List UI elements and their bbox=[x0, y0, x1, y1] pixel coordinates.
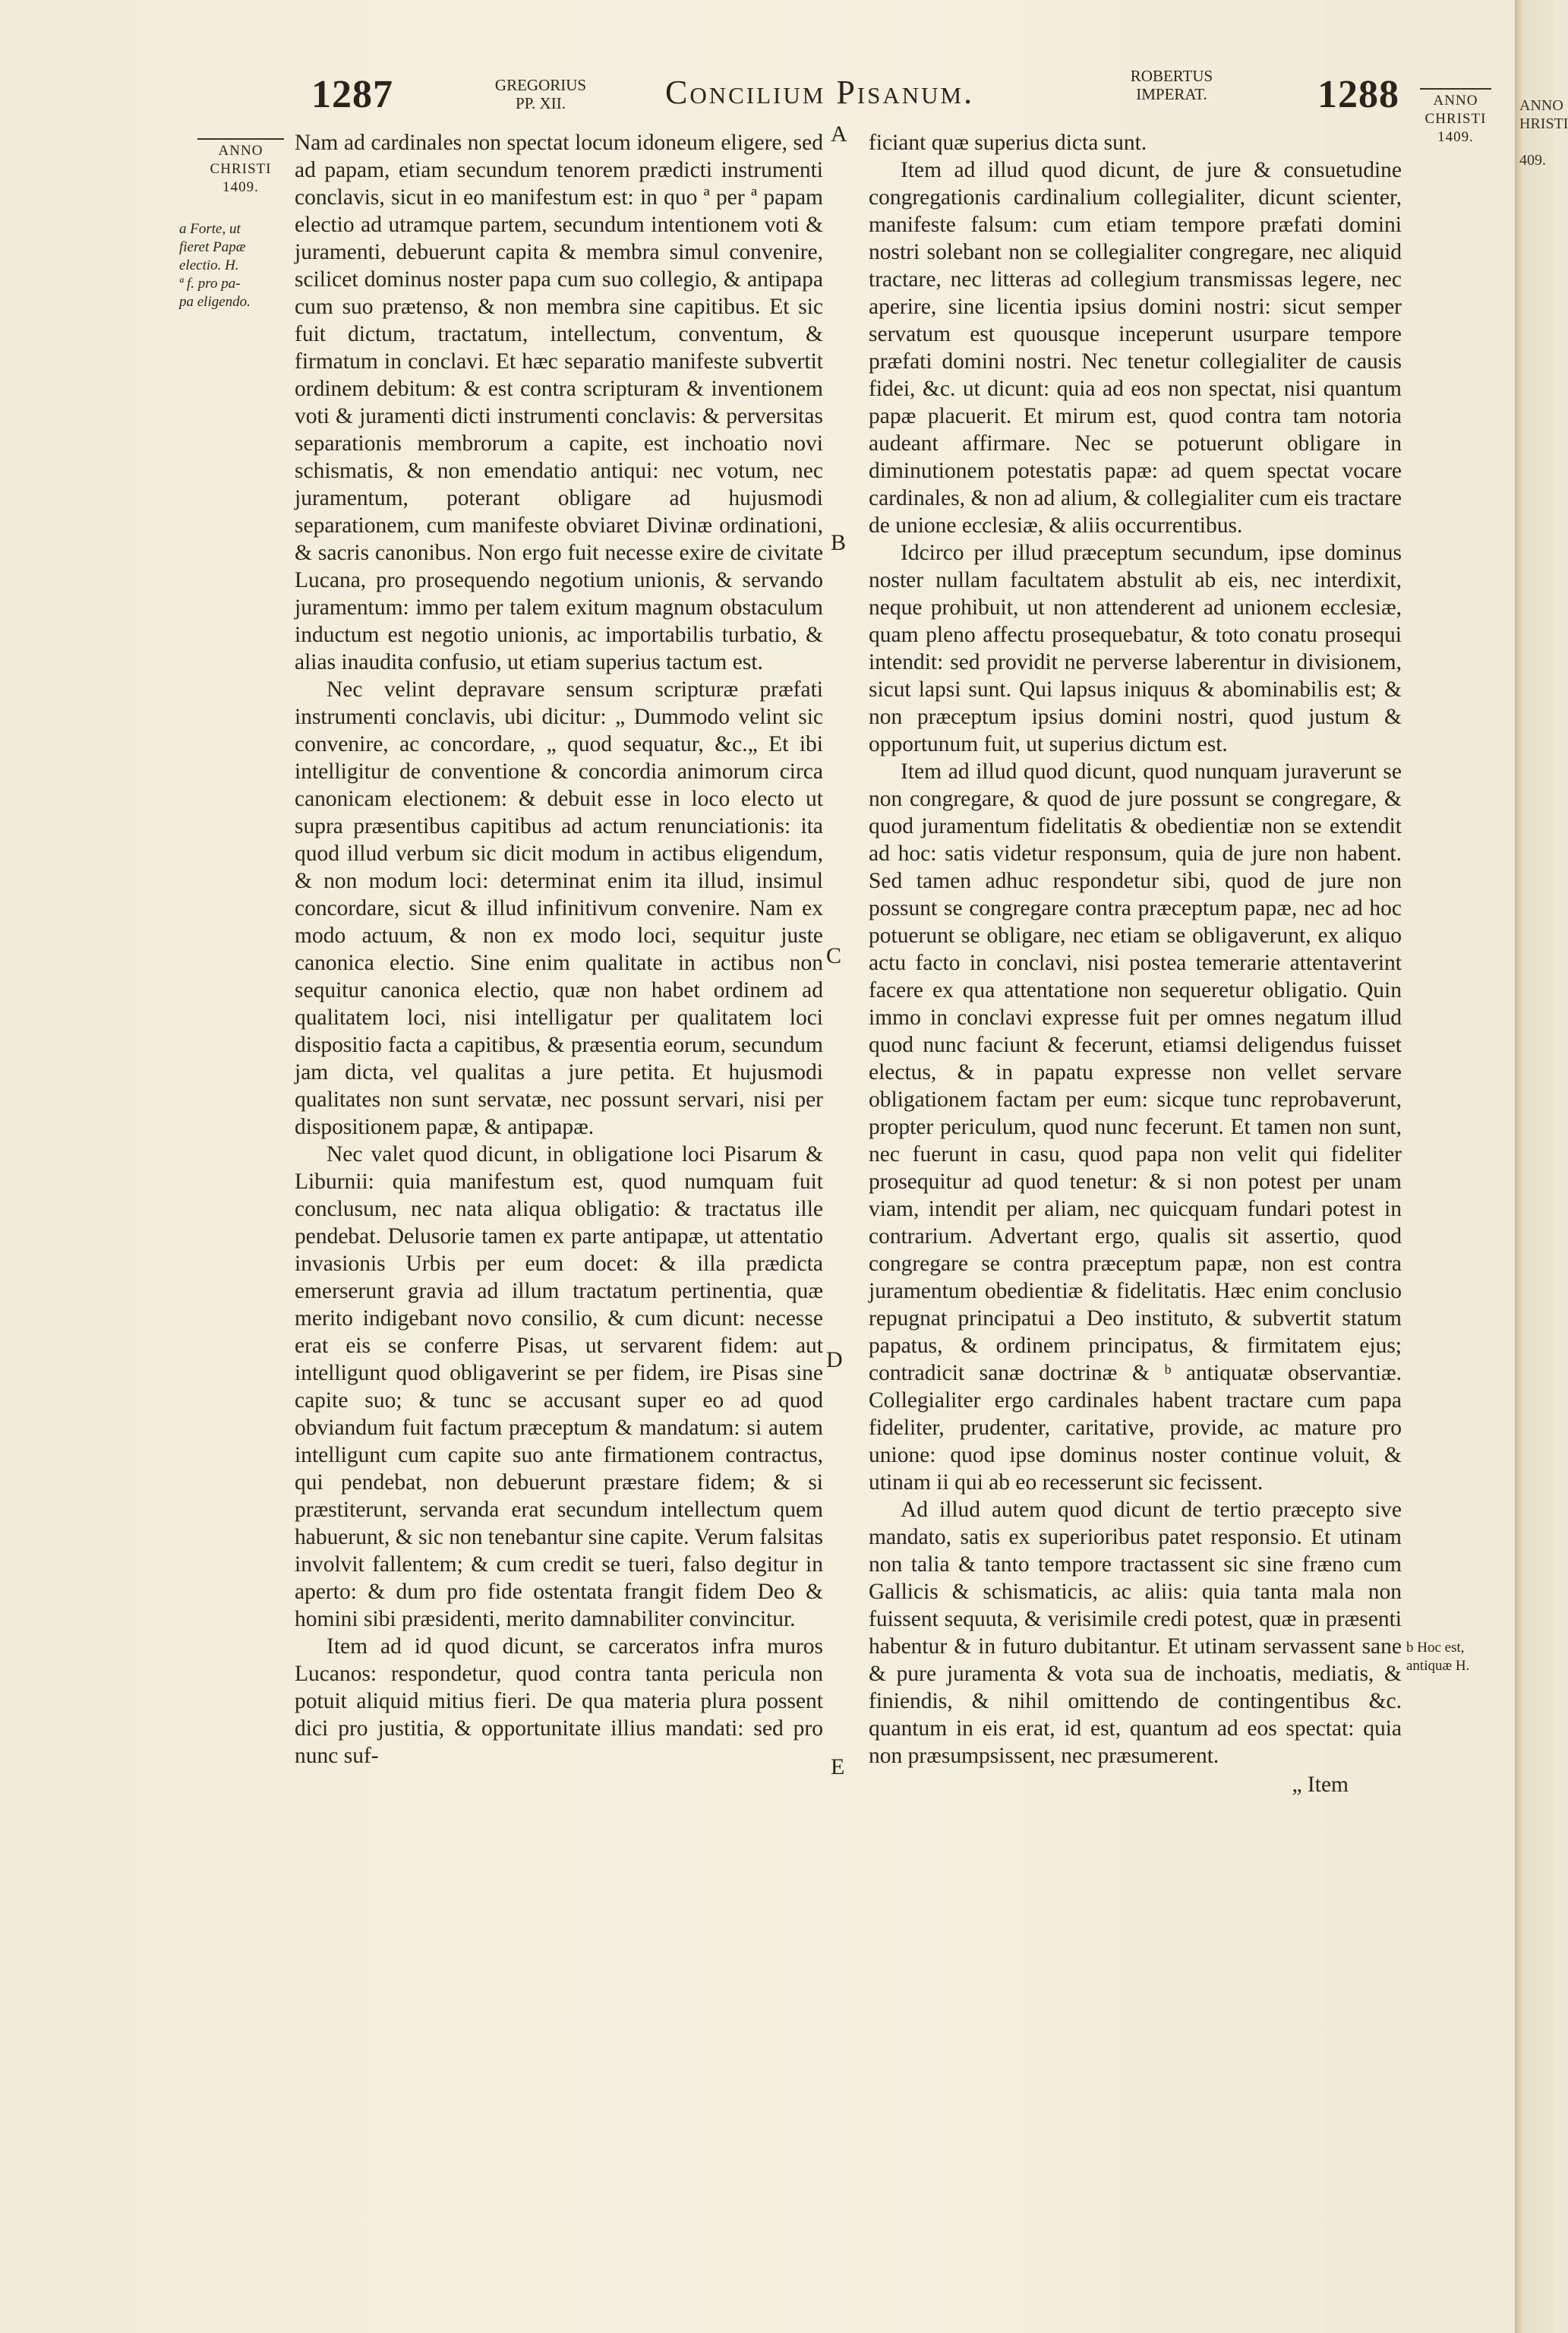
header-pope-line: GREGORIUS bbox=[494, 76, 587, 94]
anno-line: CHRISTI bbox=[1424, 111, 1487, 127]
paragraph: Nec velint depravare sensum scripturæ præfati instrumenti conclavis, ubi dicitur: „ Dummodo velint sic convenire, ac concordare, „ quod sequatur, &c.„ Et ibi intelligitur de conventione & concordia animorum circa canonicam electionem: & debuit esse in loco electo ut supra præsentibus capitibus ad actum renunciationis: ita quod illud verbum sic dicit modum in actibus eligendum, & non modum loci: determinat enim ita illud, insimul concordare, sicut & illud infinitivum convenire. Nam ex modo actuum, & non ex modo loci, sequitur juste canonica electio. Sine enim qualitate in actibus non sequitur canonica electio, quæ non habet ordinem ad qualitatem loci, nisi intelligatur per qualitatem loci dispositio facta a capitibus, & præsentia eorum, secundum jam dicta, vel qualitas a jure petita. Et hujusmodi qualitates non sunt servatæ, nec possunt servari, nisi per dispositionem papæ, & antipapæ. bbox=[295, 677, 823, 1139]
next-page-edge bbox=[1515, 0, 1568, 2333]
margin-note-line: ª f. pro pa- bbox=[179, 276, 241, 292]
header-pope-name bbox=[480, 76, 601, 112]
section-letter: B bbox=[831, 530, 847, 555]
paragraph: Nam ad cardinales non spectat locum idoneum eligere, sed ad papam, etiam secundum tenorem prædicti instrumenti conclavis, sicut in eo manifestum est: in quo ª per ª papam electio ad utramque partem, secundum intentionem voti & juramenti, debuerunt capita & membra simul convenire, scilicet dominus noster papa cum suo collegio, & antipapa cum suo prætenso, & non membra sine capitibus. Et sic fuit dictum, tractatum, intellectum, conventum, & firmatum in conclavi. Et hæc separatio manifeste subvertit ordinem debitum: & est contra scripturam & inventionem voti & juramenti dicti instrumenti conclavis: & perversitas separationis membrorum a capite, est inchoatio novi schismatis, & non emendatio antiqui: nec votum, nec juramentum, poterant obligare ad hujusmodi separationem, cum manifeste obviaret Divinæ ordinationi, & sacris canonibus. Non ergo fuit necesse exire de civitate Lucana, pro prosequendo negotium unionis, & servando juramentum: immo per talem exitum magnum obstaculum inductum est negotio unionis, ac importabilis turbatio, & alias inaudita confusio, ut etiam superius tactum est. bbox=[295, 131, 823, 674]
section-letter: A bbox=[831, 122, 847, 147]
paragraph: ficiant quæ superius dicta sunt. bbox=[869, 131, 1147, 155]
margin-note-line: fieret Papæ bbox=[179, 239, 246, 255]
section-letter: D bbox=[826, 1347, 843, 1372]
anno-christi-right bbox=[1414, 88, 1497, 147]
paragraph: Item ad illud quod dicunt, quod nunquam juraverunt se non congregare, & quod de jure possunt se congregare, & quod juramentum fidelitatis & obedientiæ non se extendit ad hoc: satis videtur responsum, quia de jure non habent. Sed tamen adhuc respondetur sibi, quod de jure non possunt se congregare contra præceptum papæ, nec ad hoc potuerunt se obligare, nec etiam se obligaverunt, ex aliquo actu facto in conclavi, nisi postea temerarie attentaverint facere ex qua attentatione non sequeretur obligatio. Quin immo in conclavi expresse fuit per omnes negatum illud quod nunc faciunt & fecerunt, etiamsi deligendus fuisset electus, & in papatu expresse non vellet servare obligationem factam per eum: sicque tunc reprobaverunt, propter periculum, quod nunc fecerunt. Et tamen non sunt, nec fuerunt in casu, quod papa non velit qui fideliter prosequitur ad quod tenetur: & si non potest per unam viam, intendit per aliam, nec quicquam fundari potest in contrarium. Advertant ergo, qualis sit assertio, quod congregare se contra præceptum papæ, non est contra juramentum obedientiæ & fidelitatis. Hæc enim conclusio repugnat principatui a Deo instituto, & subvertit statum papatus, & ordinem principatus, & firmitatem ejus; contradicit sanæ doctrinæ & ᵇ antiquatæ observantiæ. Collegialiter ergo cardinales habent tractare cum papa fideliter, prudenter, caritative, provide, ac mature pro unione: quod ipse dominus noster continue voluit, & utinam ii qui ab eo recesserunt sic fecissent. bbox=[869, 759, 1402, 1495]
running-title: Concilium Pisanum. bbox=[665, 74, 975, 111]
catchword: „ Item bbox=[1292, 1773, 1349, 1797]
edge-fragment: 409. bbox=[1519, 152, 1546, 169]
anno-line: ANNO bbox=[1433, 93, 1478, 109]
page-number-left: 1287 bbox=[311, 73, 393, 116]
anno-line: ANNO bbox=[218, 143, 263, 159]
section-letter: C bbox=[826, 943, 842, 968]
margin-note-a bbox=[179, 220, 301, 311]
paragraph: Ad illud autem quod dicunt de tertio præcepto sive mandato, satis ex superioribus patet responsio. Et utinam non talia & tanto tempore tractassent sic sine fræno cum Gallicis & schismaticis, ac aliis: quia tanta mala non fuissent sequuta, & verisimile credi potest, quæ in præsenti habentur & in futuro dubitantur. Et utinam servassent sane & pure juramenta & vota sua de inchoatis, mediatis, & finiendis, & nihil omittendo de contingentibus &c. quantum in eis erat, id est, quantum ad eos spectat: quia non præsumpsissent, nec præsumerent. bbox=[869, 1498, 1402, 1768]
page-number-right: 1288 bbox=[1317, 73, 1399, 116]
paragraph: Nec valet quod dicunt, in obligatione loci Pisarum & Liburnii: quia manifestum est, quod numquam fuit conclusum, nec nata aliqua obligatio: & tractatus ille pendebat. Delusorie tamen ex parte antipapæ, ut attentatio invasionis Urbis per eum docet: & illa prædicta emerserunt gravia ad illum tractatum pertinentia, quæ merito indigebant novo consilio, & cum dicunt: necesse erat eis se conferre Pisas, ut servarent fidem: aut intelligunt quod obligaverint se per fidem, ire Pisas sine capite suo; & tunc se accusant super eo ad quod obviandum fuit factum præceptum & mandatum: si autem intelligunt cum capite suo ante firmationem contractus, qui pendebat, non debuerunt præstare fidem; & si præstiterunt, servanda erat secundum intellectum quem habuerunt, & sic non tenebantur sine capite. Verum falsitas involvit fallentem; & cum credit se tueri, falso degitur in aperto: & dum pro fide ostentata frangit fidem Deo & homini sibi præsidenti, merito damnabiliter convincitur. bbox=[295, 1142, 823, 1631]
paragraph: Item ad illud quod dicunt, de jure & consuetudine congregationis cardinalium collegialiter, dicunt scienter, manifeste falsum: cum etiam tempore præfati domini nostri solebant non se collegialiter congregare, nec aliquid tractare, nec litteras ad collegium transmissas legere, nec aperire, sine licentia ipsius domini nostri: sicut semper servatum est quousque inceperunt usurpare tempore præfati domini nostri. Nec tenetur collegialiter de causis fidei, &c. ut dicunt: quia ad eos non spectat, nisi quantum papæ placuerit. Et mirum est, quod contra tam notoria audeant affirmare. Nec se potuerunt obligare in diminutionem potestatis papæ: ad quem spectat vocare cardinales, & non ad alium, & collegialiter cum eis tractare de unione ecclesiæ, & aliis occurrentibus. bbox=[869, 158, 1402, 538]
margin-note-line: antiquæ H. bbox=[1406, 1658, 1470, 1674]
section-letter: E bbox=[831, 1754, 845, 1779]
paragraph: Idcirco per illud præceptum secundum, ipse dominus noster nullam facultatem abstulit ab eis, nec interdixit, neque prohibuit, ut non attenderent ad unionem ecclesiæ, quam pleno affectu prosequebatur, & toto conatu prosequi intendit: sed providit ne perverse laberentur in divisionem, sicut lapsi sunt. Qui lapsus iniquus & abominabilis est; & non præceptum ipsius domini nostri, quod justum & opportunum fuit, ut superius dictum est. bbox=[869, 541, 1402, 756]
header-emperor-line: ROBERTUS bbox=[1130, 67, 1213, 85]
edge-fragment: HRISTI bbox=[1519, 115, 1568, 132]
anno-year: 1409. bbox=[222, 179, 259, 195]
header-pope-line: PP. XII. bbox=[516, 94, 566, 112]
margin-note-line: pa eligendo. bbox=[179, 294, 251, 310]
right-text-column bbox=[869, 129, 1402, 1798]
header-emperor-line: IMPERAT. bbox=[1136, 85, 1207, 103]
anno-year: 1409. bbox=[1437, 129, 1474, 145]
margin-note-b bbox=[1406, 1639, 1501, 1675]
header-emperor-name bbox=[1099, 67, 1244, 103]
anno-line: CHRISTI bbox=[210, 161, 272, 177]
edge-fragment: ANNO bbox=[1519, 97, 1563, 114]
paragraph: Item ad id quod dicunt, se carceratos infra muros Lucanos: respondetur, quod contra tanta pericula non potuit aliquid mitius fieri. De qua materia plura possent dici pro justitia, & opportunitate illius mandati: sed pro nunc suf- bbox=[295, 1634, 823, 1768]
margin-note-line: a Forte, ut bbox=[179, 221, 241, 237]
margin-note-line: b Hoc est, bbox=[1406, 1640, 1465, 1656]
anno-christi-left bbox=[191, 138, 290, 197]
margin-note-line: electio. H. bbox=[179, 257, 239, 273]
left-text-column bbox=[295, 129, 823, 1769]
